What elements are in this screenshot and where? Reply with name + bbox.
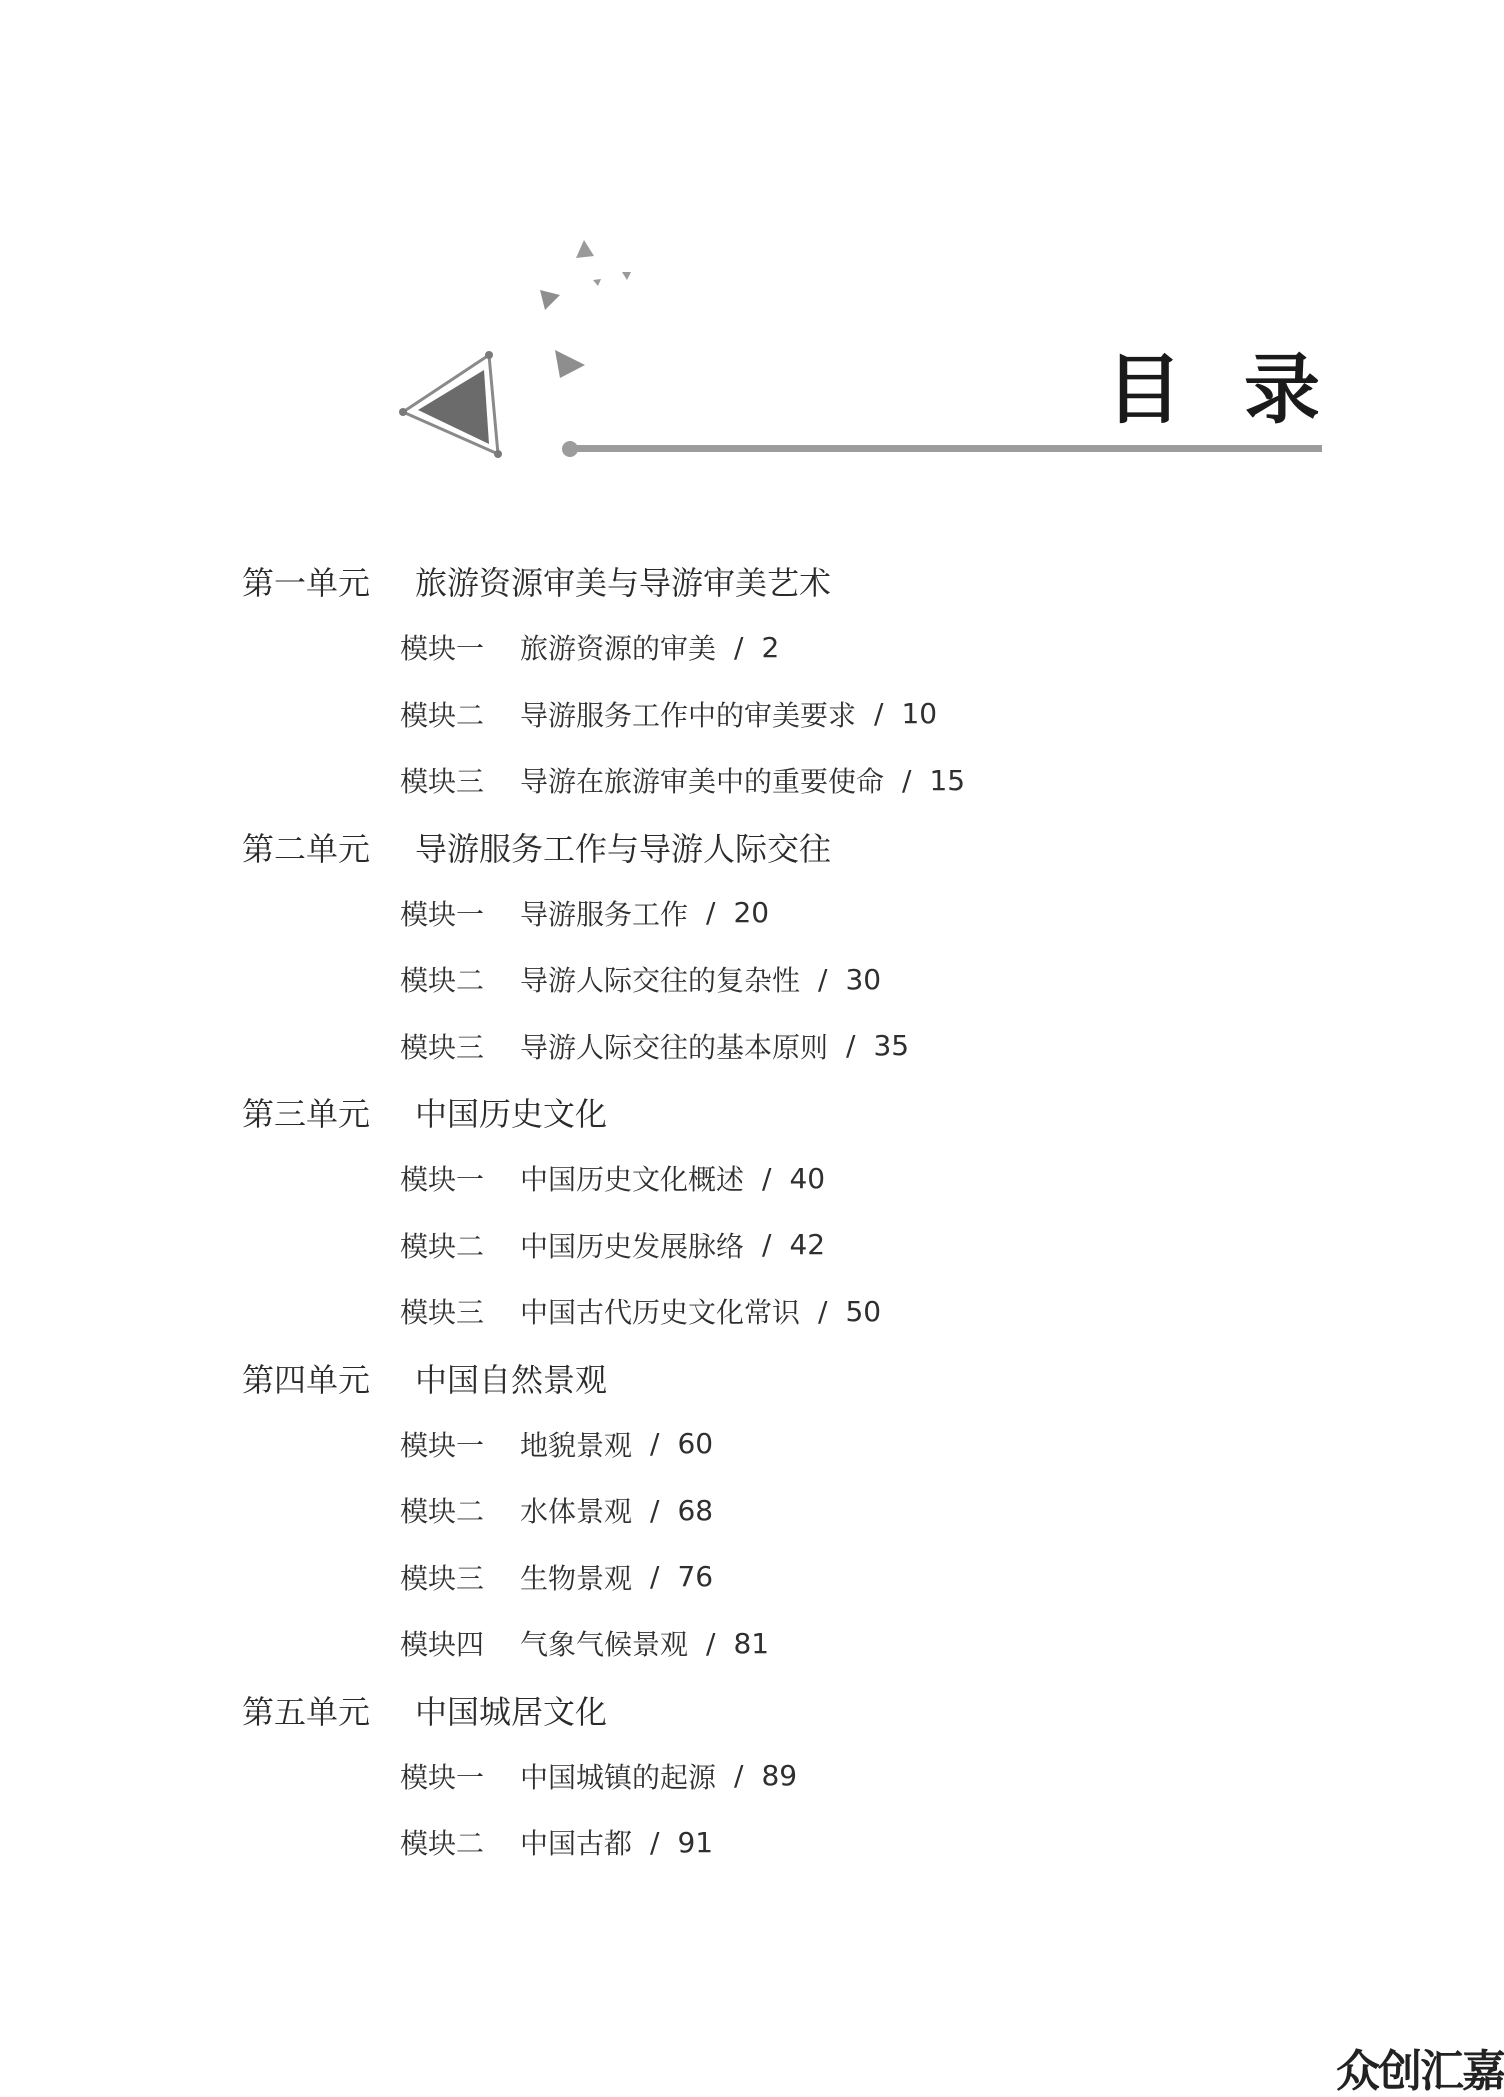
title-rule [570,445,1322,452]
module-number: 模块四 [400,1628,485,1662]
module-number: 模块一 [400,1428,485,1462]
page-number: 42 [789,1228,826,1262]
module-title: 水体景观 [520,1495,633,1529]
page-separator: / [902,763,912,797]
module-title: 气象气候景观 [520,1628,689,1662]
module-title: 导游服务工作 [520,897,689,931]
watermark: 众创汇嘉 [1336,2046,1504,2097]
module-number: 模块二 [400,964,485,998]
unit-heading[interactable] [242,1079,1342,1145]
page-number: 2 [761,630,780,664]
module-number: 模块一 [400,897,485,931]
page-separator: / [762,1161,772,1195]
small-triangle-icon [576,240,594,258]
module-number: 模块二 [400,1827,485,1861]
unit-title: 导游服务工作与导游人际交往 [415,829,832,868]
module-number: 模块一 [400,1163,485,1197]
unit-number: 第二单元 [242,829,371,868]
unit-title: 中国历史文化 [415,1095,608,1133]
page-number: 89 [761,1759,798,1793]
module-title: 中国古代历史文化常识 [520,1296,801,1330]
small-triangle-icon [593,279,601,286]
unit-number: 第五单元 [242,1692,371,1731]
module-entry[interactable] [242,1212,1342,1279]
page-number: 35 [873,1029,910,1063]
module-title: 中国古都 [520,1827,633,1861]
module-entry[interactable] [242,1411,1342,1478]
unit-heading[interactable] [242,814,1342,880]
unit-title: 旅游资源审美与导游审美艺术 [415,564,832,602]
page-number: 60 [677,1427,714,1461]
page-number: 20 [733,896,770,930]
module-title: 导游人际交往的复杂性 [520,964,801,998]
module-entry[interactable] [242,1610,1342,1677]
page-number: 40 [789,1161,826,1195]
module-entry[interactable] [242,1809,1342,1876]
page-number: 10 [901,697,938,731]
vertex-dot [494,450,502,458]
unit-number: 第一单元 [242,564,371,602]
module-number: 模块三 [400,1296,485,1330]
module-entry[interactable] [242,1145,1342,1212]
module-entry[interactable] [242,681,1342,748]
table-of-contents [242,548,1342,1876]
small-triangle-icon [555,350,585,378]
module-title: 中国历史发展脉络 [520,1229,745,1263]
module-number: 模块三 [400,1030,485,1064]
module-entry[interactable] [242,1477,1342,1544]
vertex-dot [485,351,493,359]
page-separator: / [706,896,716,930]
small-triangle-icon [622,272,631,280]
module-number: 模块二 [400,1495,485,1529]
unit-number: 第三单元 [242,1095,371,1133]
module-title: 生物景观 [520,1561,633,1595]
unit-heading[interactable] [242,548,1342,614]
module-title: 中国城镇的起源 [520,1760,717,1794]
page-number: 50 [845,1294,882,1328]
module-entry[interactable] [242,747,1342,814]
module-number: 模块三 [400,765,485,799]
page-number: 91 [677,1825,714,1859]
unit-heading[interactable] [242,1677,1342,1743]
module-entry[interactable] [242,1013,1342,1080]
module-title: 旅游资源的审美 [520,632,717,666]
page-number: 76 [677,1560,714,1594]
page-number: 68 [677,1493,714,1527]
page-separator: / [650,1560,660,1594]
module-title: 导游服务工作中的审美要求 [520,698,857,732]
module-number: 模块二 [400,698,485,732]
page-separator: / [846,1029,856,1063]
module-title: 中国历史文化概述 [520,1163,745,1197]
page-number: 81 [733,1626,770,1660]
page-number: 15 [929,763,966,797]
module-number: 模块一 [400,1760,485,1794]
module-number: 模块一 [400,632,485,666]
module-entry[interactable] [242,1743,1342,1810]
page-separator: / [650,1427,660,1461]
module-entry[interactable] [242,1544,1342,1611]
page-separator: / [818,1294,828,1328]
unit-number: 第四单元 [242,1360,371,1399]
module-entry[interactable] [242,1278,1342,1345]
module-title: 地貌景观 [520,1428,633,1462]
page-separator: / [734,1759,744,1793]
module-number: 模块三 [400,1561,485,1595]
module-title: 导游在旅游审美中的重要使命 [520,765,885,799]
unit-heading[interactable] [242,1345,1342,1411]
module-number: 模块二 [400,1229,485,1263]
page-separator: / [706,1626,716,1660]
page-number: 30 [845,962,882,996]
page-separator: / [650,1493,660,1527]
unit-title: 中国自然景观 [415,1360,608,1399]
module-entry[interactable] [242,880,1342,947]
page-separator: / [650,1825,660,1859]
vertex-dot [399,408,407,416]
page-separator: / [874,697,884,731]
module-title: 导游人际交往的基本原则 [520,1030,829,1064]
unit-title: 中国城居文化 [415,1692,608,1731]
page-title: 目录 [1106,345,1382,434]
small-triangle-icon [540,290,560,310]
page-separator: / [818,962,828,996]
module-entry[interactable] [242,614,1342,681]
page-separator: / [734,630,744,664]
module-entry[interactable] [242,946,1342,1013]
page-separator: / [762,1228,772,1262]
